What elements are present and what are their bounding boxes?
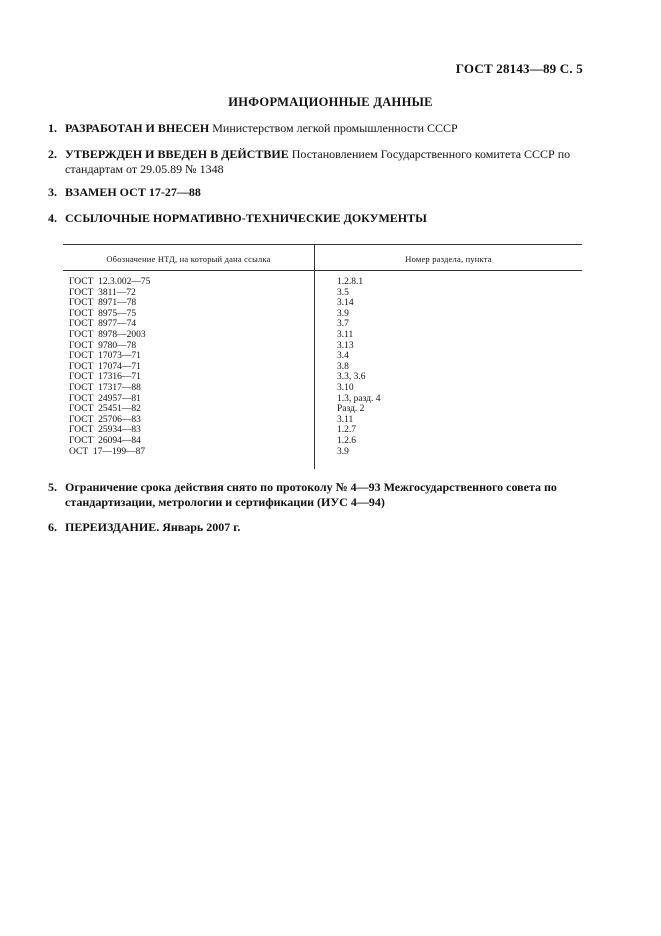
- table-cell-section: Разд. 2: [337, 404, 365, 415]
- table-row: [63, 436, 582, 447]
- table-cell-section: 3.9: [337, 446, 349, 457]
- table-row: [63, 341, 582, 352]
- table-cell-section: 1.2.8.1: [337, 277, 364, 287]
- table-row: [63, 288, 582, 299]
- table-row: [63, 298, 582, 309]
- section-text: Ограничение срока действия снято по протоколу № 4—93 Межгосударственного совета по стандартизации, метрологии и сертификации (ИУС 4—94): [65, 480, 557, 509]
- table-body: [63, 277, 582, 457]
- table-row: [63, 330, 582, 341]
- table-cell-document: ГОСТ 3811—72: [69, 287, 136, 298]
- table-cell-document: ГОСТ 25934—83: [69, 425, 141, 436]
- section-number: 4.: [48, 211, 57, 225]
- table-row: [63, 394, 582, 405]
- table-cell-section: 3.14: [337, 298, 354, 309]
- table-cell-document: ГОСТ 8977—74: [69, 319, 137, 330]
- table-cell-section: 3.11: [337, 414, 354, 425]
- section-3: [48, 185, 593, 200]
- section-heading: УТВЕРЖДЕН И ВВЕДЕН В ДЕЙСТВИЕ: [65, 147, 289, 161]
- table-cell-document: ГОСТ 17074—71: [69, 361, 141, 372]
- table-cell-section: 1.3, разд. 4: [337, 393, 381, 404]
- section-number: 3.: [48, 185, 57, 199]
- table-cell-section: 3.5: [337, 287, 349, 298]
- table-cell-document: ГОСТ 8978—2003: [69, 329, 146, 340]
- reference-table: [63, 244, 582, 469]
- table-cell-section: 3.8: [337, 361, 349, 372]
- table-cell-section: 3.13: [337, 340, 354, 351]
- section-number: 1.: [48, 121, 57, 135]
- section-5: [48, 480, 593, 510]
- table-row: [63, 372, 582, 383]
- table-cell-section: 3.4: [337, 351, 349, 362]
- table-row: [63, 319, 582, 330]
- table-row: [63, 383, 582, 394]
- table-row: [63, 309, 582, 320]
- table-row: [63, 415, 582, 426]
- section-text: Постановлением Государственного комитета СССР по стандартам от 29.05.89 № 1348: [65, 147, 571, 176]
- section-4: [48, 211, 593, 226]
- table-cell-section: 3.9: [337, 308, 349, 319]
- document-title: ИНФОРМАЦИОННЫЕ ДАННЫЕ: [228, 95, 433, 109]
- table-cell-section: 1.2.7: [337, 425, 356, 436]
- table-cell-document: ГОСТ 25706—83: [69, 414, 141, 425]
- table-row: [63, 447, 582, 458]
- section-heading: ССЫЛОЧНЫЕ НОРМАТИВНО-ТЕХНИЧЕСКИЕ ДОКУМЕНТЫ: [65, 211, 427, 225]
- section-heading: ПЕРЕИЗДАНИЕ. Январь 2007 г.: [65, 520, 241, 534]
- table-cell-document: ГОСТ 12.3.002—75: [69, 277, 151, 287]
- table-header-section: Номер раздела, пункта: [405, 254, 492, 264]
- table-cell-document: ГОСТ 24957—81: [69, 393, 141, 404]
- table-row: [63, 351, 582, 362]
- section-number: 6.: [48, 520, 57, 534]
- table-row: [63, 404, 582, 415]
- section-2: [48, 147, 593, 177]
- table-cell-document: ГОСТ 17316—71: [69, 372, 141, 383]
- table-cell-document: ГОСТ 26094—84: [69, 435, 141, 446]
- section-heading: ВЗАМЕН ОСТ 17-27—88: [65, 185, 201, 199]
- table-cell-document: ГОСТ 17073—71: [69, 351, 141, 362]
- table-cell-document: ОСТ 17—199—87: [69, 446, 146, 457]
- table-header-document: Обозначение НТД, на который дана ссылка: [106, 254, 271, 264]
- table-cell-section: 3.7: [337, 319, 349, 330]
- table-cell-section: 3.3, 3.6: [337, 372, 366, 383]
- page-header-code: ГОСТ 28143—89 С. 5: [455, 61, 583, 76]
- table-row: [63, 277, 582, 288]
- section-text: Министерством легкой промышленности СССР: [209, 121, 458, 135]
- table-cell-document: ГОСТ 8975—75: [69, 308, 137, 319]
- table-cell-section: 3.11: [337, 329, 354, 340]
- section-1: [48, 121, 593, 136]
- section-heading: РАЗРАБОТАН И ВНЕСЕН: [65, 121, 210, 135]
- table-row: [63, 425, 582, 436]
- table-cell-document: ГОСТ 25451—82: [69, 404, 141, 415]
- table-row: [63, 362, 582, 373]
- section-6: [48, 520, 593, 535]
- table-cell-document: ГОСТ 9780—78: [69, 340, 137, 351]
- table-cell-document: ГОСТ 8971—78: [69, 298, 137, 309]
- table-cell-document: ГОСТ 17317—88: [69, 382, 141, 393]
- section-number: 5.: [48, 480, 57, 494]
- table-cell-section: 3.10: [337, 382, 354, 393]
- table-header-divider: [63, 270, 582, 271]
- table-cell-section: 1.2.6: [337, 435, 356, 446]
- section-number: 2.: [48, 147, 57, 161]
